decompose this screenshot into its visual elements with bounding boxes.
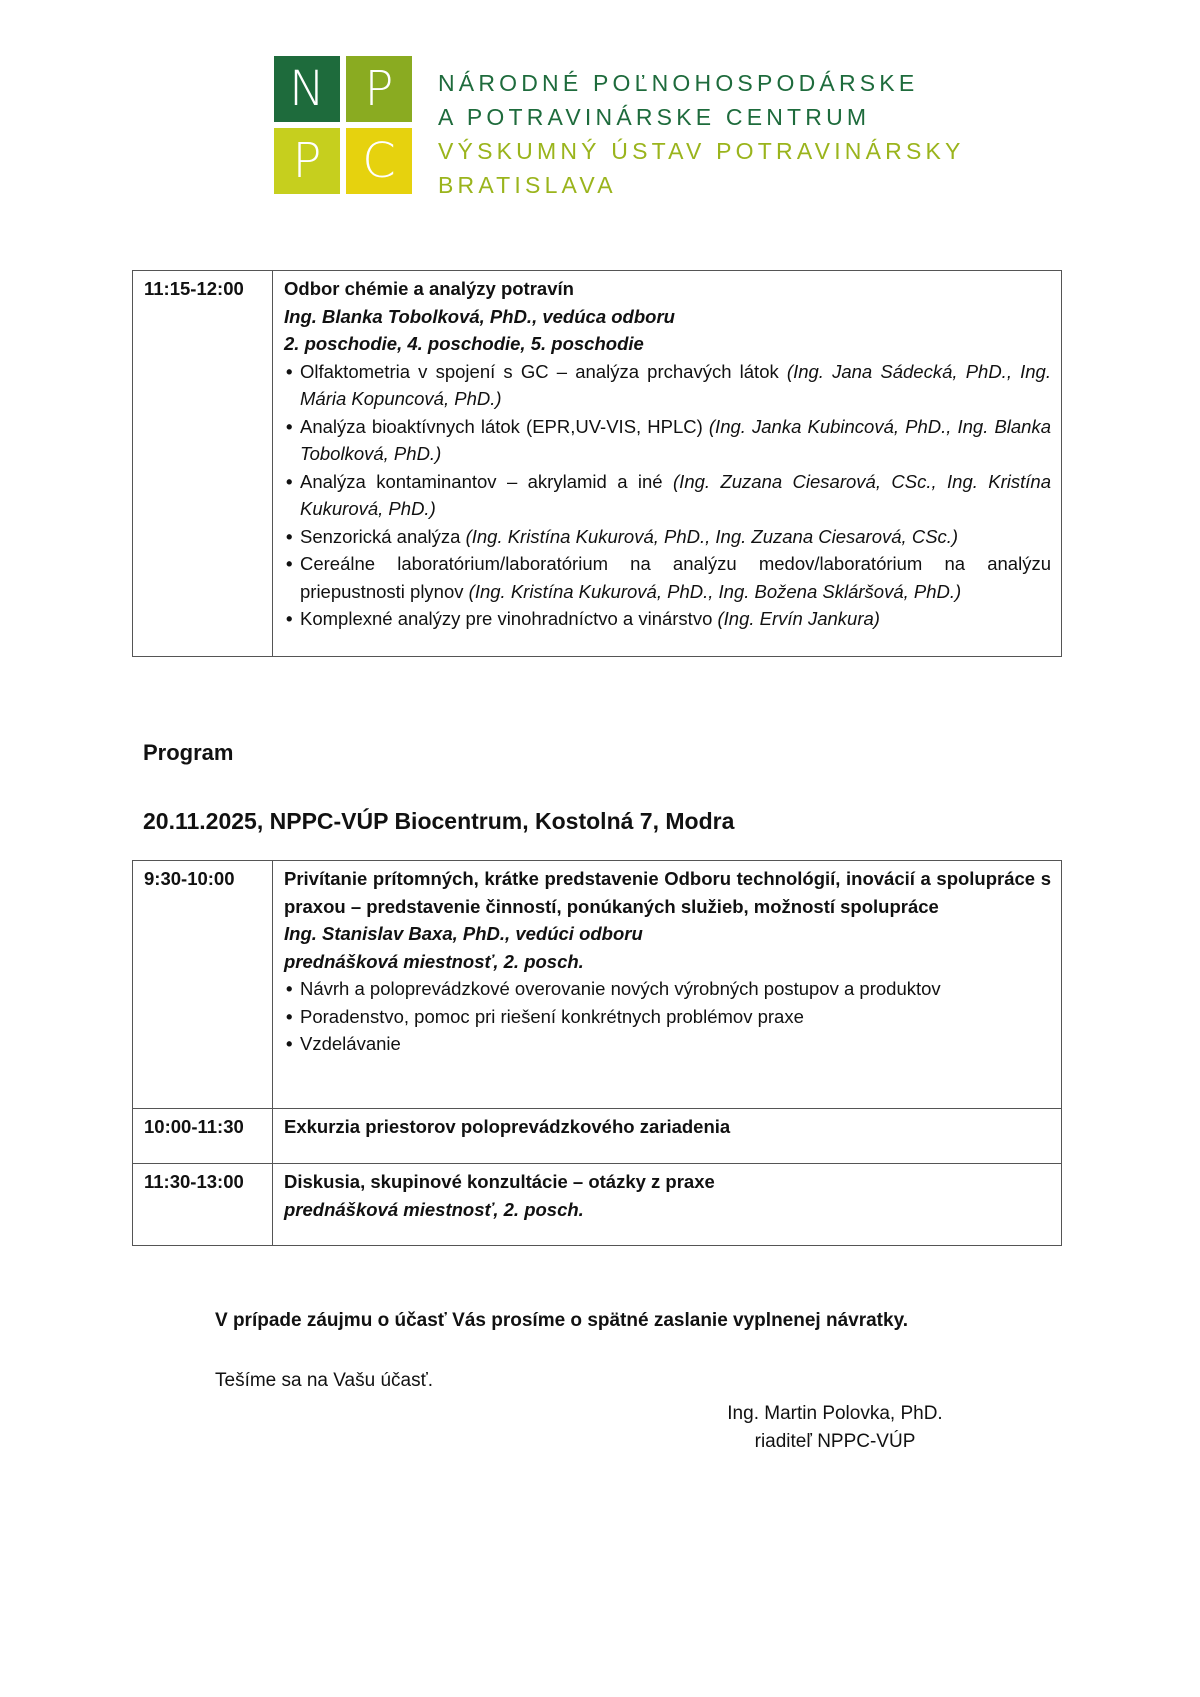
- participation-request: V prípade záujmu o účasť Vás prosíme o spätné zaslanie vyplnenej návratky.: [215, 1310, 908, 1331]
- logo-line-2: A POTRAVINÁRSKE CENTRUM: [438, 104, 871, 130]
- session-items: [284, 975, 1051, 1058]
- table-row: [133, 861, 1062, 1109]
- content-cell: [273, 1109, 1062, 1164]
- session-title: Diskusia, skupinové konzultácie – otázky z praxe: [284, 1171, 715, 1192]
- list-item: • Analýza bioaktívnych látok (EPR,UV-VIS, HPLC) (Ing. Janka Kubincová, PhD., Ing. Blanka Tobolková, PhD.): [284, 413, 1051, 468]
- time-cell: 9:30-10:00: [133, 861, 273, 1109]
- list-item: • Návrh a poloprevádzkové overovanie nových výrobných postupov a produktov: [284, 975, 1051, 1003]
- closing-line: Tešíme sa na Vašu účasť.: [215, 1370, 433, 1391]
- logo-tiles: [274, 56, 412, 194]
- session-items: [284, 358, 1051, 633]
- logo-line-1: NÁRODNÉ POĽNOHOSPODÁRSKE: [438, 70, 919, 96]
- list-item: • Analýza kontaminantov – akrylamid a iné (Ing. Zuzana Ciesarová, CSc., Ing. Kristína Kukurová, PhD.): [284, 468, 1051, 523]
- session-title: Odbor chémie a analýzy potravín: [284, 278, 574, 299]
- logo-tile-n: N: [274, 56, 340, 122]
- session-person: Ing. Stanislav Baxa, PhD., vedúci odboru: [284, 923, 643, 944]
- program-date-place: 20.11.2025, NPPC-VÚP Biocentrum, Kostolná 7, Modra: [143, 808, 735, 834]
- logo-tile-p2: P: [274, 128, 340, 194]
- logo-text: [438, 66, 965, 202]
- time-cell: 10:00-11:30: [133, 1109, 273, 1164]
- list-item: • Poradenstvo, pomoc pri riešení konkrétnych problémov praxe: [284, 1003, 1051, 1031]
- logo-line-4: BRATISLAVA: [438, 172, 617, 198]
- time-cell: 11:15-12:00: [133, 271, 273, 657]
- signature-block: [640, 1400, 1030, 1456]
- table-row: [133, 1164, 1062, 1246]
- list-item: • Komplexné analýzy pre vinohradníctvo a vinárstvo (Ing. Ervín Jankura): [284, 605, 1051, 633]
- session-location: prednášková miestnosť, 2. posch.: [284, 1198, 584, 1220]
- content-cell: [273, 1164, 1062, 1246]
- logo-tile-p1: P: [346, 56, 412, 122]
- schedule-table-1: [132, 270, 1062, 657]
- content-cell: [273, 271, 1062, 657]
- content-cell: [273, 861, 1062, 1109]
- logo-line-3: VÝSKUMNÝ ÚSTAV POTRAVINÁRSKY: [438, 138, 965, 164]
- list-item: • Cereálne laboratórium/laboratórium na analýzu medov/laboratórium na analýzu priepustnosti plynov (Ing. Kristína Kukurová, PhD., Ing. Božena Skláršová, PhD.): [284, 550, 1051, 605]
- program-heading: Program: [143, 740, 234, 765]
- session-title: Privítanie prítomných, krátke predstavenie Odboru technológií, inovácií a spolupráce s praxou – predstavenie činností, ponúkaných služieb, možností spolupráce: [284, 868, 1051, 917]
- nppc-logo: [274, 56, 965, 202]
- time-cell: 11:30-13:00: [133, 1164, 273, 1246]
- session-location: 2. poschodie, 4. poschodie, 5. poschodie: [284, 333, 644, 354]
- list-item: • Vzdelávanie: [284, 1030, 1051, 1058]
- table-row: [133, 271, 1062, 657]
- table-row: [133, 1109, 1062, 1164]
- session-person: Ing. Blanka Tobolková, PhD., vedúca odboru: [284, 305, 675, 327]
- signature-title: riaditeľ NPPC-VÚP: [754, 1431, 916, 1452]
- list-item: • Senzorická analýza (Ing. Kristína Kukurová, PhD., Ing. Zuzana Ciesarová, CSc.): [284, 523, 1051, 551]
- session-location: prednášková miestnosť, 2. posch.: [284, 950, 584, 972]
- logo-tile-c: C: [346, 128, 412, 194]
- schedule-table-2: [132, 860, 1062, 1246]
- signature-name: Ing. Martin Polovka, PhD.: [727, 1403, 943, 1424]
- session-title: Exkurzia priestorov poloprevádzkového zariadenia: [284, 1116, 731, 1137]
- list-item: • Olfaktometria v spojení s GC – analýza prchavých látok (Ing. Jana Sádecká, PhD., Ing. Mária Kopuncová, PhD.): [284, 358, 1051, 413]
